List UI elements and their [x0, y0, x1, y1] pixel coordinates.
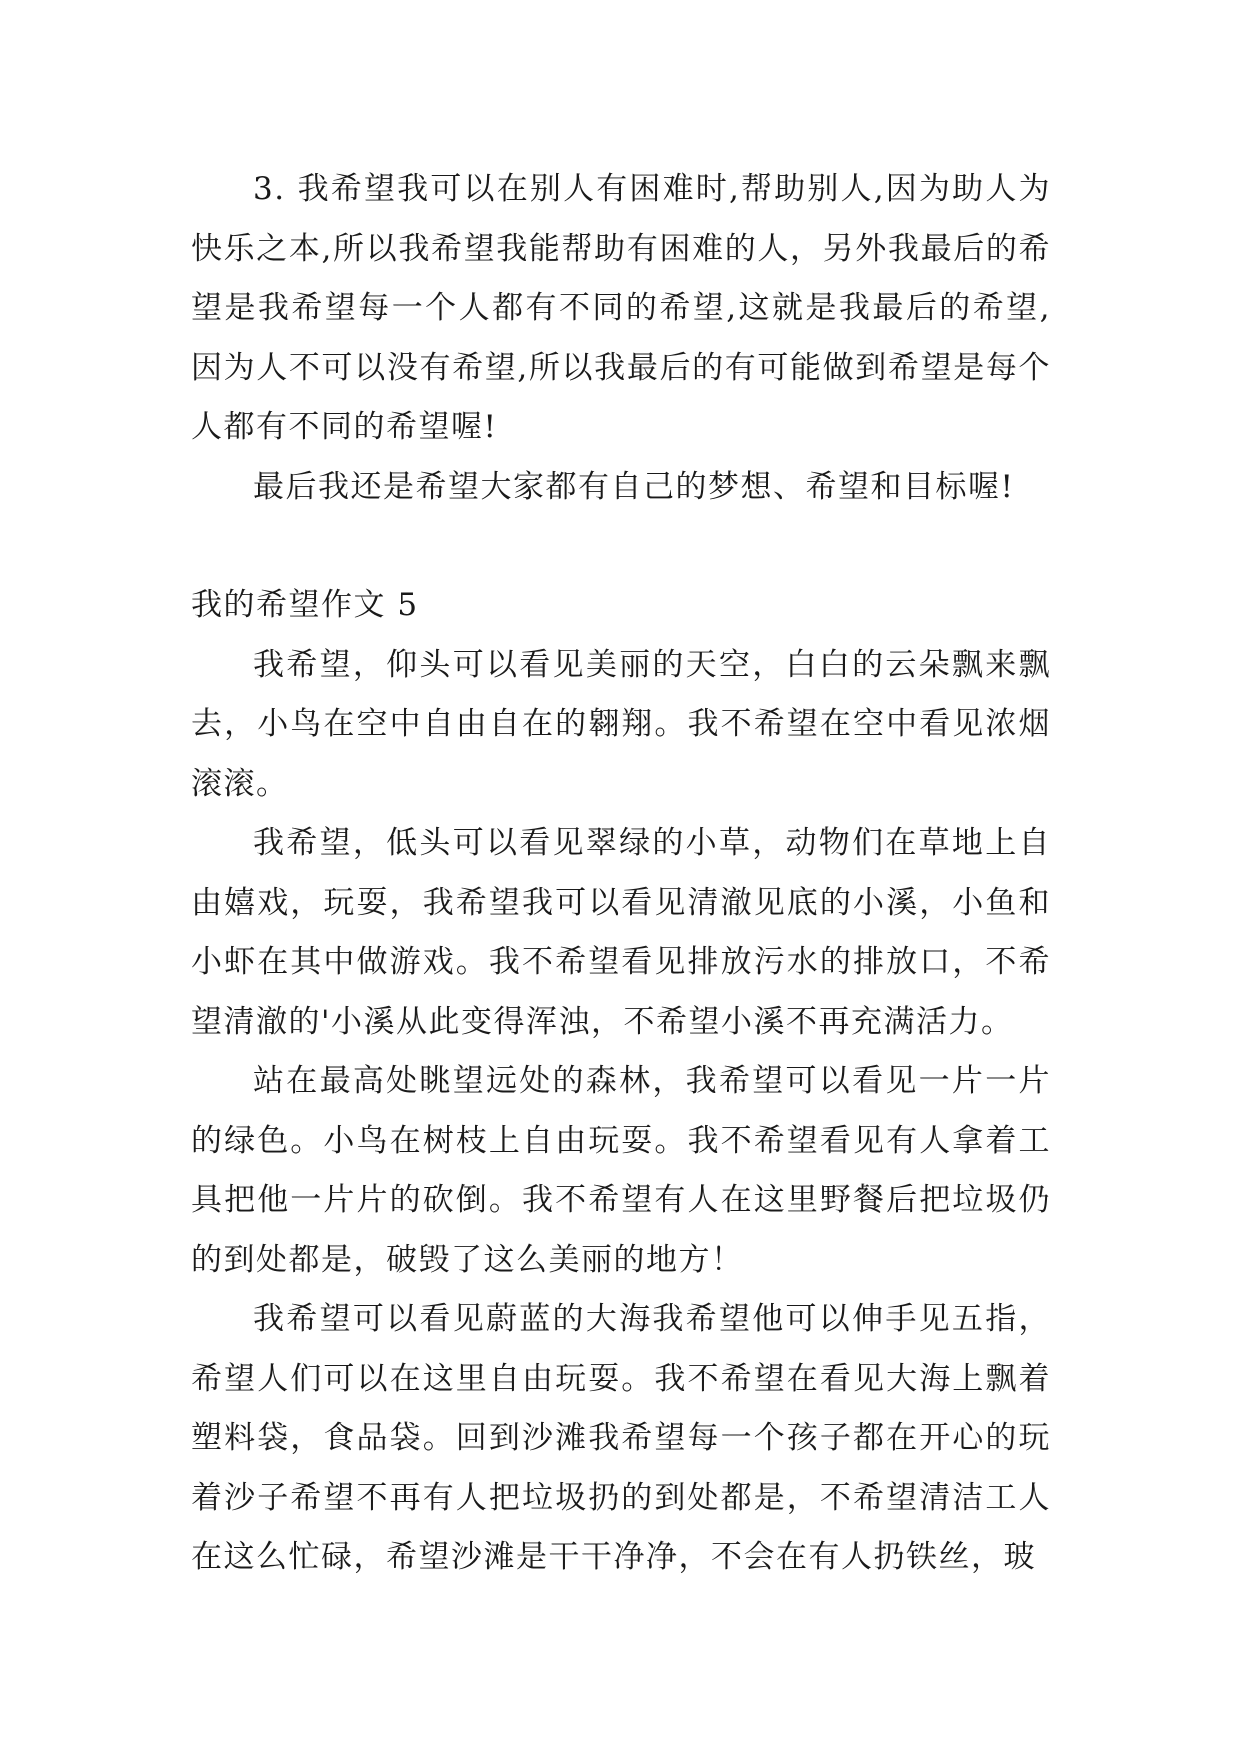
paragraph: 我希望，低头可以看见翠绿的小草，动物们在草地上自由嬉戏，玩耍，我希望我可以看见清澈见底的小溪，小鱼和小虾在其中做游戏。我不希望看见排放污水的排放口，不希望清澈的'小溪从此变得浑浊，不希望小溪不再充满活力。	[191, 825, 1051, 1040]
paragraph: 我希望可以看见蔚蓝的大海我希望他可以伸手见五指，希望人们可以在这里自由玩耍。我不希望在看见大海上飘着塑料袋，食品袋。回到沙滩我希望每一个孩子都在开心的玩着沙子希望不再有人把垃圾扔的到处都是，不希望清洁工人在这么忙碌，希望沙滩是干干净净，不会在有人扔铁丝，玻	[191, 1301, 1051, 1575]
section-gap	[191, 517, 1051, 576]
section-title: 我的希望作文 5	[191, 587, 419, 623]
document-page	[191, 160, 1051, 1588]
paragraph: 最后我还是希望大家都有自己的梦想、希望和目标喔!	[253, 468, 1015, 505]
paragraph: 站在最高处眺望远处的森林，我希望可以看见一片一片的绿色。小鸟在树枝上自由玩耍。我不希望看见有人拿着工具把他一片片的砍倒。我不希望有人在这里野餐后把垃圾仍的到处都是，破毁了这么美丽的地方！	[191, 1063, 1051, 1278]
paragraph: 我希望，仰头可以看见美丽的天空，白白的云朵飘来飘去，小鸟在空中自由自在的翱翔。我不希望在空中看见浓烟滚滚。	[191, 646, 1051, 802]
paragraph: 3. 我希望我可以在别人有困难时,帮助别人,因为助人为快乐之本,所以我希望我能帮助有困难的人，另外我最后的希望是我希望每一个人都有不同的希望,这就是我最后的希望,因为人不可以没有希望,所以我最后的有可能做到希望是每个人都有不同的希望喔!	[191, 171, 1051, 445]
